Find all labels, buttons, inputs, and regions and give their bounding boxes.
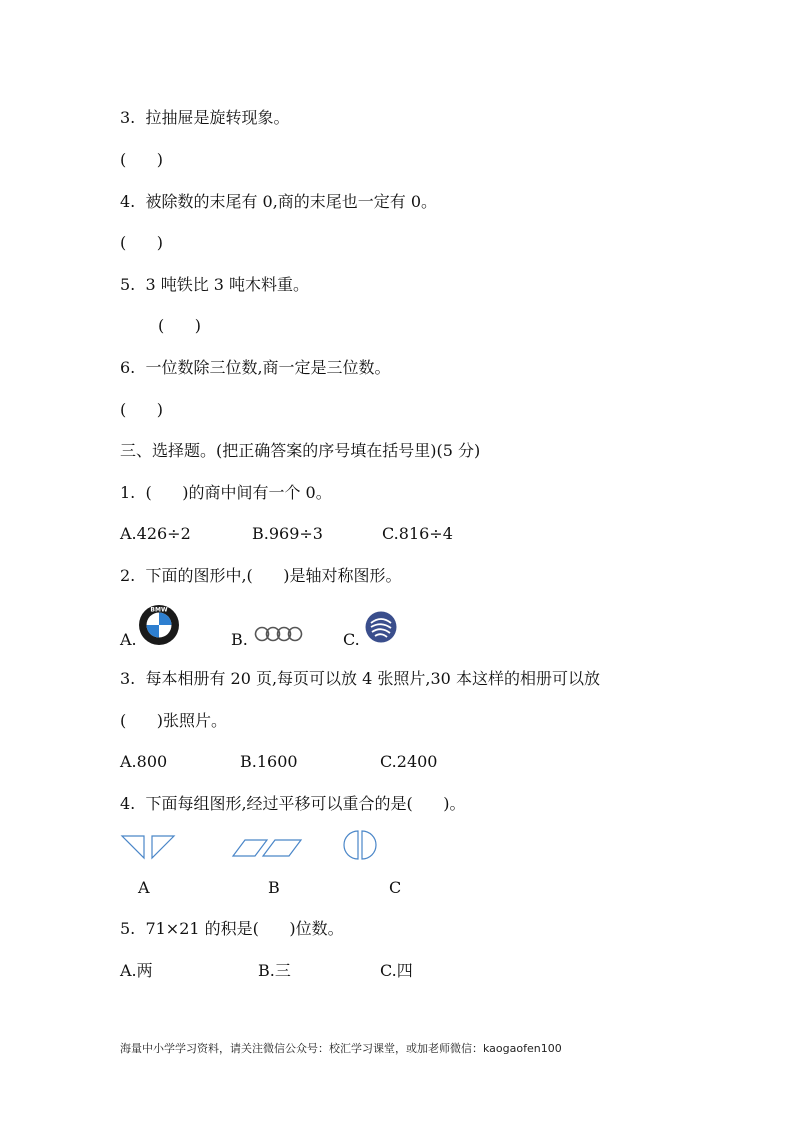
judgement-q3-paren: ( ) (120, 150, 163, 169)
judgement-q5-paren: ( ) (158, 316, 201, 335)
choice-q5: 5. 71×21 的积是( )位数。 (120, 919, 344, 938)
choice-q3-option-c: C.2400 (380, 752, 438, 771)
judgement-q6: 6. 一位数除三位数,商一定是三位数。 (120, 358, 391, 377)
choice-q4-label-b: B (268, 878, 280, 897)
page-footer: 海量中小学学习资料，请关注微信公众号：校汇学习课堂，或加老师微信：kaogaofen100 (120, 1042, 562, 1055)
choice-q1-option-b: B.969÷3 (252, 524, 323, 543)
choice-q3-option-b: B.1600 (240, 752, 298, 771)
half-circles-icon (343, 829, 377, 861)
choice-q3: 3. 每本相册有 20 页,每页可以放 4 张照片,30 本这样的相册可以放 (120, 669, 600, 688)
choice-q2-option-a: A. (120, 630, 137, 649)
choice-q4: 4. 下面每组图形,经过平移可以重合的是( )。 (120, 794, 466, 813)
audi-rings-icon (254, 626, 306, 642)
bmw-logo-text: BMW (150, 606, 168, 614)
choice-q5-option-a: A.两 (120, 961, 153, 980)
judgement-q5: 5. 3 吨铁比 3 吨木料重。 (120, 275, 310, 294)
bmw-logo-icon (138, 604, 180, 646)
judgement-q3: 3. 拉抽屉是旋转现象。 (120, 108, 290, 127)
choice-q2-option-b: B. (231, 630, 248, 649)
choice-q5-option-b: B.三 (258, 961, 291, 980)
judgement-q4: 4. 被除数的末尾有 0,商的末尾也一定有 0。 (120, 192, 438, 211)
choice-q1: 1. ( )的商中间有一个 0。 (120, 483, 332, 502)
judgement-q4-paren: ( ) (120, 233, 163, 252)
section3-title: 三、选择题。(把正确答案的序号填在括号里)(5 分) (120, 441, 481, 460)
choice-q2: 2. 下面的图形中,( )是轴对称图形。 (120, 566, 402, 585)
choice-q3-option-a: A.800 (120, 752, 168, 771)
choice-q5-option-c: C.四 (380, 961, 413, 980)
judgement-q6-paren: ( ) (120, 400, 163, 419)
china-mobile-logo-icon (364, 611, 398, 643)
parallelograms-icon (231, 838, 303, 858)
choice-q4-label-a: A (138, 878, 150, 897)
choice-q2-option-c: C. (343, 630, 360, 649)
triangles-icon (121, 834, 177, 860)
choice-q4-label-c: C (389, 878, 402, 897)
choice-q1-option-c: C.816÷4 (382, 524, 453, 543)
choice-q1-option-a: A.426÷2 (120, 524, 191, 543)
choice-q3-line2: ( )张照片。 (120, 711, 228, 730)
